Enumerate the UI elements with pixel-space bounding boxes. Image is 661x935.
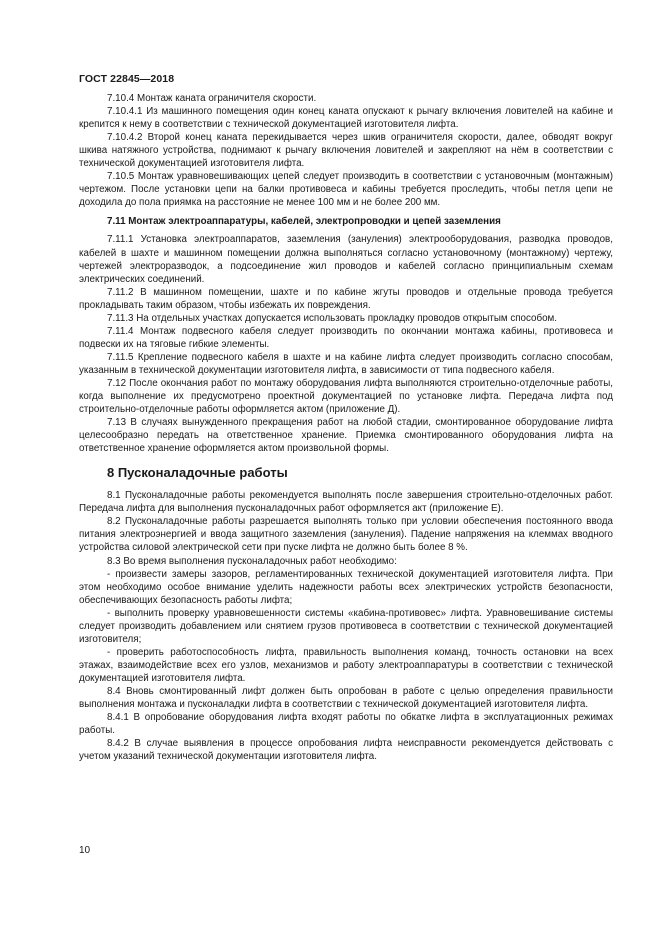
paragraph-7-12: 7.12 После окончания работ по монтажу оборудования лифта выполняются строительно-отделочные работы, когда выполнение их предусмотрено проектной документацией по установке лифта. Передача лифта под строительно-отделочные работы оформляется актом (приложение Д). [79, 377, 613, 416]
paragraph-8-3: 8.3 Во время выполнения пусконаладочных работ необходимо: [107, 555, 397, 567]
section-heading-8: 8 Пусконаладочные работы [107, 465, 288, 481]
paragraph-7-13: 7.13 В случаях вынужденного прекращения работ на любой стадии, смонтированное оборудование лифта целесообразно передать на ответственное хранение. Приемка смонтированного оборудования лифта на ответственное хранение оформляется актом произвольной формы. [79, 417, 613, 455]
list-item-8-3-c: - проверить работоспособность лифта, правильность выполнения команд, точность остановки на всех этажах, взаимодействие всех его узлов, механизмов и работу электроаппаратуры в соответствии с технической документацией изготовителя лифта. [79, 646, 613, 684]
paragraph-8-2: 8.2 Пусконаладочные работы разрешается выполнять только при условии обеспечения постоянного ввода питания электроэнергией и ввода защитного заземления (зануления). Падение напряжения на клеммах вводного устройства силовой электрической сети при пуске лифта не должно быть более 8 %. [79, 516, 613, 554]
paragraph-8-4-2: 8.4.2 В случае выявления в процессе опробования лифта неисправности рекомендуется действовать с учетом указаний технической документации изготовителя лифта. [79, 738, 613, 763]
paragraph-7-10-4-1: 7.10.4.1 Из машинного помещения один конец каната опускают к рычагу включения ловителей на кабине и крепится к нему в соответствии с технической документацией изготовителя лифта. [79, 106, 613, 131]
paragraph-7-11-3: 7.11.3 На отдельных участках допускается использовать прокладку проводов открытым способом. [107, 312, 557, 324]
page-number: 10 [79, 845, 91, 856]
section-heading-7-11: 7.11 Монтаж электроаппаратуры, кабелей, электропроводки и цепей заземления [107, 216, 501, 228]
paragraph-7-10-4: 7.10.4 Монтаж каната ограничителя скорости. [107, 93, 317, 104]
paragraph-7-11-1: 7.11.1 Установка электроаппаратов, заземления (зануления) электрооборудования, разводка проводов, кабелей в шахте и машинном помещении должна выполняться согласно установочному (монтажному) чертежу, чертежей электроразводок, а подсоединение жил проводов и кабелей согласно принципиальным схемам электрических соединений. [79, 234, 613, 285]
paragraph-7-10-4-2: 7.10.4.2 Второй конец каната перекидывается через шкив ограничителя скорости, далее, обводят вокруг шкива натяжного устройства, поднимают к рычагу включения ловителей и закрепляют на нём в соответствии с технической документацией изготовителя лифта. [79, 132, 613, 170]
document-header: ГОСТ 22845—2018 [79, 73, 175, 85]
paragraph-7-10-5: 7.10.5 Монтаж уравновешивающих цепей следует производить в соответствии с установочным (монтажным) чертежом. После установки цепи на балки противовеса и кабины требуется проследить, чтобы петля цепи не доходила до пола приямка на расстояние не менее 100 мм и не более 200 мм. [79, 171, 613, 209]
paragraph-8-4: 8.4 Вновь смонтированный лифт должен быть опробован в работе с целью определения правильности выполнения монтажа и пусконаладки лифта в соответствии с технической документацией изготовителя лифта. [79, 685, 613, 711]
list-item-8-3-b: - выполнить проверку уравновешенности системы «кабина-противовес» лифта. Уравновешивание системы следует производить добавлением или снятием грузов противовеса в соответствии с технической документацией изготовителя; [79, 607, 613, 645]
document-body [79, 92, 613, 763]
paragraph-7-11-2: 7.11.2 В машинном помещении, шахте и по кабине жгуты проводов и отдельные провода требуется прокладывать таким образом, чтобы избежать их повреждения. [79, 286, 613, 311]
paragraph-7-11-4: 7.11.4 Монтаж подвесного кабеля следует производить по окончании монтажа кабины, противовеса и подвески их на тяговые гибкие элементы. [79, 325, 613, 350]
paragraph-8-4-1: 8.4.1 В опробование оборудования лифта входят работы по обкатке лифта в эксплуатационных режимах работы. [79, 712, 613, 737]
paragraph-7-11-5: 7.11.5 Крепление подвесного кабеля в шахте и на кабине лифта следует производить согласно способам, указанным в технической документации изготовителя лифта, в зависимости от типа подвесного кабеля. [79, 351, 613, 376]
list-item-8-3-a: - произвести замеры зазоров, регламентированных технической документацией изготовителя лифта. При этом необходимо особое внимание уделить надежности работы всех электрических устройств безопасности, обеспечивающих безопасность работы лифта; [79, 568, 613, 606]
paragraph-8-1: 8.1 Пусконаладочные работы рекомендуется выполнять после завершения строительно-отделочных работ. Передача лифта для выполнения пусконаладочных работ оформляется акт (приложение Е). [79, 490, 613, 515]
